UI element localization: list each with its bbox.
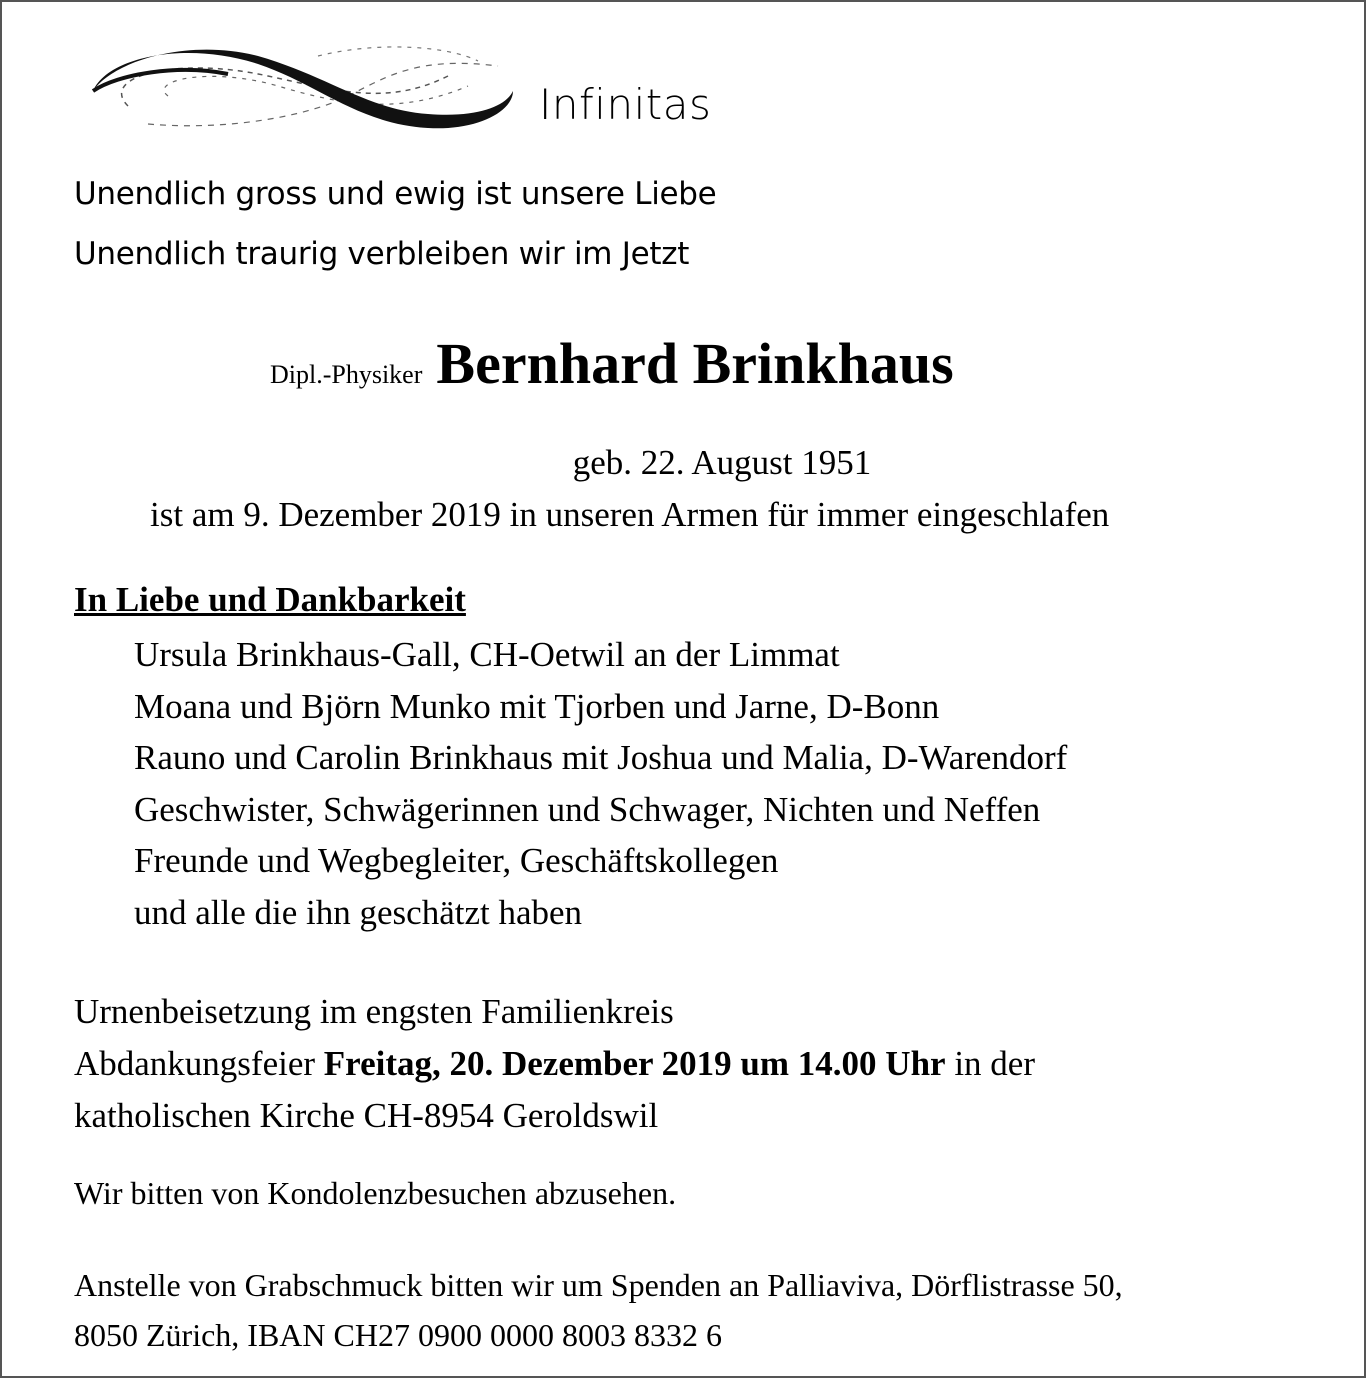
mourner-line: Ursula Brinkhaus-Gall, CH-Oetwil an der Limmat [134,635,840,674]
motto-line-1: Unendlich gross und ewig ist unsere Liebe [74,176,717,212]
mourners-heading: In Liebe und Dankbarkeit [74,580,466,619]
mourner-line: Rauno und Carolin Brinkhaus mit Joshua und Malia, D-Warendorf [134,738,1068,778]
academic-title: Dipl.-Physiker [270,360,423,389]
deceased-name: Bernhard Brinkhaus [436,331,954,396]
birth-date: geb. 22. August 1951 [572,443,872,482]
motto-line-2: Unendlich traurig verbleiben wir im Jetzt [74,236,690,272]
ceremony-location: katholischen Kirche CH-8954 Geroldswil [74,1096,659,1135]
ceremony-line [74,1038,1035,1090]
service-info [74,986,1035,1142]
burial-line: Urnenbeisetzung im engsten Familienkreis [74,992,674,1031]
mourner-line: Freunde und Wegbegleiter, Geschäftskollegen [134,841,779,881]
ceremony-suffix: in der [954,1044,1035,1083]
mourners-list [134,629,1067,939]
ceremony-date: Freitag, 20. Dezember 2019 um 14.00 Uhr [323,1044,946,1083]
death-statement: ist am 9. Dezember 2019 in unseren Armen für immer eingeschlafen [150,495,1110,534]
mourner-line: und alle die ihn geschätzt haben [134,892,583,932]
mourner-line: Moana und Björn Munko mit Tjorben und Jarne, D-Bonn [134,686,940,726]
ceremony-prefix: Abdankungsfeier [74,1044,316,1083]
mourner-line: Geschwister, Schwägerinnen und Schwager, Nichten und Neffen [134,789,1041,829]
condolence-request: Wir bitten von Kondolenzbesuchen abzusehen. [74,1175,677,1211]
logo-title: Infinitas [539,80,712,129]
deceased-name-line [270,330,954,397]
donation-info [74,1260,1123,1360]
infinity-icon [88,36,518,136]
donation-line-2: 8050 Zürich, IBAN CH27 0900 0000 8003 8332 6 [74,1317,722,1353]
donation-line-1: Anstelle von Grabschmuck bitten wir um Spenden an Palliaviva, Dörflistrasse 50, [74,1267,1123,1303]
